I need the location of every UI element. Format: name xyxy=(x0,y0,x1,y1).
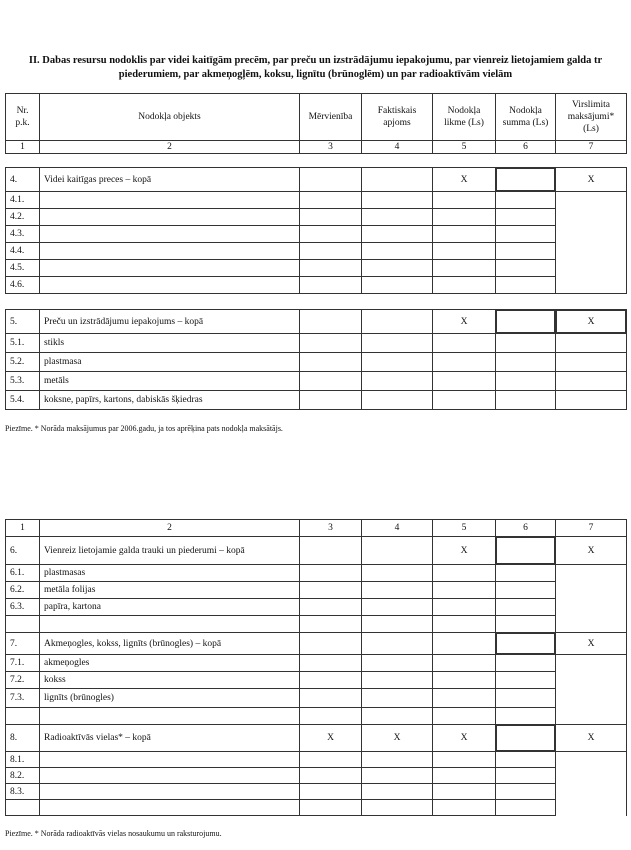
cell-sum[interactable] xyxy=(496,708,556,725)
table-row xyxy=(6,655,627,672)
cell-rate[interactable] xyxy=(433,633,496,655)
cell-object[interactable] xyxy=(40,768,300,784)
row-nr: 6.3. xyxy=(6,599,40,616)
row-nr: 8.1. xyxy=(6,752,40,768)
cell-unit[interactable] xyxy=(300,708,362,725)
cell-excess-merged xyxy=(556,192,627,294)
row-nr: 5.3. xyxy=(6,372,40,391)
table-row xyxy=(6,768,627,784)
header-row xyxy=(6,94,627,141)
table-row xyxy=(6,372,627,391)
row-label: plastmasas xyxy=(40,565,300,582)
cell-excess-x: X xyxy=(556,725,627,752)
row-nr: 4.3. xyxy=(6,226,40,243)
row-label: stikls xyxy=(40,334,300,353)
cell-unit[interactable] xyxy=(300,537,362,565)
cell-sum[interactable] xyxy=(496,391,556,410)
cell-sum[interactable] xyxy=(496,226,556,243)
colnum: 1 xyxy=(6,141,40,154)
table-row xyxy=(6,582,627,599)
row-label: Preču un izstrādājumu iepakojums – kopā xyxy=(40,310,300,334)
cell-volume[interactable] xyxy=(362,226,433,243)
cell-rate[interactable] xyxy=(433,277,496,294)
row-nr: 4.5. xyxy=(6,260,40,277)
cell-sum[interactable] xyxy=(496,752,556,768)
row-label: Radioaktīvās vielas* – kopā xyxy=(40,725,300,752)
cell-volume[interactable] xyxy=(362,537,433,565)
cell-volume[interactable] xyxy=(362,708,433,725)
cell-rate-x: X xyxy=(433,168,496,192)
row-nr: 5.2. xyxy=(6,353,40,372)
table-row xyxy=(6,616,627,633)
row-label: metāls xyxy=(40,372,300,391)
table-row xyxy=(6,725,627,752)
cell-sum[interactable] xyxy=(496,655,556,672)
cell-unit[interactable] xyxy=(300,310,362,334)
cell-excess-merged xyxy=(556,752,627,816)
cell-volume[interactable] xyxy=(362,334,433,353)
row-nr: 5. xyxy=(6,310,40,334)
table-row xyxy=(6,537,627,565)
cell-unit[interactable] xyxy=(300,260,362,277)
cell-rate[interactable] xyxy=(433,192,496,209)
title-line-1: II. Dabas resursu nodoklis par videi kaitīgām precēm, par preču un izstrādājumu iepakojumu, par vienreiz lietojamiem galda tr xyxy=(28,55,603,66)
cell-unit[interactable] xyxy=(300,599,362,616)
colnum: 2 xyxy=(40,520,300,537)
footnote-2: Piezīme. * Norāda radioaktīvās vielas nosaukumu un raksturojumu. xyxy=(5,829,222,838)
row-label: kokss xyxy=(40,672,300,689)
header-rate: Nodokļa likme (Ls) xyxy=(433,94,496,141)
cell-rate[interactable] xyxy=(433,784,496,800)
cell-unit[interactable] xyxy=(300,168,362,192)
cell-rate[interactable] xyxy=(433,582,496,599)
cell-unit[interactable] xyxy=(300,672,362,689)
cell-unit[interactable] xyxy=(300,391,362,410)
column-number-row xyxy=(6,520,627,537)
colnum: 6 xyxy=(496,141,556,154)
cell-excess-x: X xyxy=(556,537,627,565)
cell-rate-x: X xyxy=(433,537,496,565)
colnum: 3 xyxy=(300,520,362,537)
row-nr xyxy=(6,616,40,633)
cell-volume[interactable] xyxy=(362,168,433,192)
cell-sum[interactable] xyxy=(496,260,556,277)
cell-object[interactable] xyxy=(40,784,300,800)
cell-object[interactable] xyxy=(40,616,300,633)
colnum: 2 xyxy=(40,141,300,154)
cell-unit[interactable] xyxy=(300,784,362,800)
row-label: koksne, papīrs, kartons, dabiskās šķiedras xyxy=(40,391,300,410)
cell-rate[interactable] xyxy=(433,372,496,391)
row-nr: 6.1. xyxy=(6,565,40,582)
cell-sum[interactable] xyxy=(496,334,556,353)
row-label: Vienreiz lietojamie galda trauki un piederumi – kopā xyxy=(40,537,300,565)
table-row xyxy=(6,784,627,800)
table-row xyxy=(6,633,627,655)
colnum: 4 xyxy=(362,141,433,154)
cell-sum-input[interactable] xyxy=(496,310,556,334)
cell-volume[interactable] xyxy=(362,209,433,226)
cell-volume[interactable] xyxy=(362,565,433,582)
cell-volume[interactable] xyxy=(362,310,433,334)
cell-unit[interactable] xyxy=(300,633,362,655)
cell-excess-x: X xyxy=(556,633,627,655)
cell-unit[interactable] xyxy=(300,192,362,209)
row-label: Akmeņogles, kokss, lignīts (brūnogles) – kopā xyxy=(40,633,300,655)
cell-sum[interactable] xyxy=(496,243,556,260)
cell-sum[interactable] xyxy=(496,209,556,226)
cell-unit[interactable] xyxy=(300,565,362,582)
row-nr: 7. xyxy=(6,633,40,655)
cell-sum[interactable] xyxy=(496,582,556,599)
cell-rate[interactable] xyxy=(433,243,496,260)
cell-unit[interactable] xyxy=(300,353,362,372)
cell-rate[interactable] xyxy=(433,800,496,816)
table-row xyxy=(6,672,627,689)
cell-excess-x: X xyxy=(556,168,627,192)
cell-excess-x: X xyxy=(556,310,627,334)
cell-volume[interactable] xyxy=(362,372,433,391)
cell-excess[interactable] xyxy=(556,391,627,410)
cell-unit[interactable] xyxy=(300,372,362,391)
cell-rate[interactable] xyxy=(433,353,496,372)
row-label: metāla folijas xyxy=(40,582,300,599)
cell-volume[interactable] xyxy=(362,768,433,784)
row-nr xyxy=(6,708,40,725)
row-nr xyxy=(6,800,40,816)
row-nr: 8. xyxy=(6,725,40,752)
cell-volume[interactable] xyxy=(362,689,433,708)
tax-table-1 xyxy=(5,93,627,410)
cell-sum[interactable] xyxy=(496,192,556,209)
table-row xyxy=(6,599,627,616)
cell-sum[interactable] xyxy=(496,372,556,391)
cell-volume[interactable] xyxy=(362,633,433,655)
cell-sum[interactable] xyxy=(496,784,556,800)
cell-object[interactable] xyxy=(40,226,300,243)
cell-object[interactable] xyxy=(40,277,300,294)
cell-rate-x: X xyxy=(433,310,496,334)
cell-object[interactable] xyxy=(40,260,300,277)
cell-unit-x: X xyxy=(300,725,362,752)
row-nr: 4.4. xyxy=(6,243,40,260)
cell-rate[interactable] xyxy=(433,391,496,410)
cell-rate[interactable] xyxy=(433,599,496,616)
cell-unit[interactable] xyxy=(300,582,362,599)
colnum: 5 xyxy=(433,141,496,154)
cell-volume[interactable] xyxy=(362,260,433,277)
row-label: lignīts (brūnogles) xyxy=(40,689,300,708)
header-nr: Nr. p.k. xyxy=(6,94,40,141)
cell-volume[interactable] xyxy=(362,784,433,800)
cell-rate[interactable] xyxy=(433,209,496,226)
row-nr: 7.1. xyxy=(6,655,40,672)
table-row xyxy=(6,168,627,192)
table-row xyxy=(6,752,627,768)
cell-excess[interactable] xyxy=(556,353,627,372)
cell-unit[interactable] xyxy=(300,243,362,260)
colnum: 6 xyxy=(496,520,556,537)
cell-object[interactable] xyxy=(40,192,300,209)
table-row xyxy=(6,209,627,226)
cell-unit[interactable] xyxy=(300,768,362,784)
cell-unit[interactable] xyxy=(300,616,362,633)
table-row xyxy=(6,334,627,353)
cell-volume[interactable] xyxy=(362,752,433,768)
cell-rate[interactable] xyxy=(433,689,496,708)
cell-object[interactable] xyxy=(40,800,300,816)
cell-rate[interactable] xyxy=(433,565,496,582)
cell-excess[interactable] xyxy=(556,372,627,391)
colnum: 7 xyxy=(556,520,627,537)
cell-rate[interactable] xyxy=(433,655,496,672)
cell-volume[interactable] xyxy=(362,277,433,294)
row-label: plastmasa xyxy=(40,353,300,372)
cell-volume[interactable] xyxy=(362,192,433,209)
cell-sum[interactable] xyxy=(496,277,556,294)
cell-object[interactable] xyxy=(40,708,300,725)
cell-rate-x: X xyxy=(433,725,496,752)
cell-volume[interactable] xyxy=(362,391,433,410)
header-unit: Mērvienība xyxy=(300,94,362,141)
cell-rate[interactable] xyxy=(433,260,496,277)
header-volume: Faktiskais apjoms xyxy=(362,94,433,141)
cell-rate[interactable] xyxy=(433,752,496,768)
header-object: Nodokļa objekts xyxy=(40,94,300,141)
cell-volume-x: X xyxy=(362,725,433,752)
cell-unit[interactable] xyxy=(300,655,362,672)
section-title xyxy=(0,54,631,82)
table-row xyxy=(6,565,627,582)
table-row xyxy=(6,689,627,708)
table-row xyxy=(6,800,627,816)
row-nr: 4.6. xyxy=(6,277,40,294)
cell-sum[interactable] xyxy=(496,768,556,784)
row-nr: 7.2. xyxy=(6,672,40,689)
cell-volume[interactable] xyxy=(362,243,433,260)
cell-sum[interactable] xyxy=(496,800,556,816)
cell-unit[interactable] xyxy=(300,277,362,294)
row-nr: 8.2. xyxy=(6,768,40,784)
cell-sum-input[interactable] xyxy=(496,168,556,192)
table-row xyxy=(6,353,627,372)
cell-rate[interactable] xyxy=(433,616,496,633)
row-nr: 5.1. xyxy=(6,334,40,353)
cell-unit[interactable] xyxy=(300,209,362,226)
cell-volume[interactable] xyxy=(362,672,433,689)
cell-volume[interactable] xyxy=(362,582,433,599)
row-nr: 5.4. xyxy=(6,391,40,410)
cell-volume[interactable] xyxy=(362,353,433,372)
colnum: 4 xyxy=(362,520,433,537)
colnum: 5 xyxy=(433,520,496,537)
cell-object[interactable] xyxy=(40,209,300,226)
table-row xyxy=(6,243,627,260)
title-line-2: piederumiem, par akmeņogļēm, koksu, lignītu (brūnoglēm) un par radioaktīvām vielām xyxy=(118,69,513,80)
cell-excess-merged xyxy=(556,565,627,633)
footnote-1: Piezīme. * Norāda maksājumus par 2006.gadu, ja tos aprēķina pats nodokļa maksātājs. xyxy=(5,424,283,433)
cell-unit[interactable] xyxy=(300,689,362,708)
cell-unit[interactable] xyxy=(300,800,362,816)
header-sum: Nodokļa summa (Ls) xyxy=(496,94,556,141)
cell-unit[interactable] xyxy=(300,226,362,243)
cell-object[interactable] xyxy=(40,752,300,768)
row-nr: 6.2. xyxy=(6,582,40,599)
row-nr: 4.1. xyxy=(6,192,40,209)
cell-excess-merged xyxy=(556,655,627,725)
cell-unit[interactable] xyxy=(300,752,362,768)
table-row xyxy=(6,226,627,243)
cell-sum[interactable] xyxy=(496,565,556,582)
cell-sum-input[interactable] xyxy=(496,633,556,655)
cell-sum-input[interactable] xyxy=(496,725,556,752)
cell-sum[interactable] xyxy=(496,599,556,616)
cell-volume[interactable] xyxy=(362,655,433,672)
row-nr: 4.2. xyxy=(6,209,40,226)
column-number-row xyxy=(6,141,627,154)
cell-rate[interactable] xyxy=(433,708,496,725)
colnum: 7 xyxy=(556,141,627,154)
cell-sum[interactable] xyxy=(496,689,556,708)
cell-volume[interactable] xyxy=(362,599,433,616)
colnum: 1 xyxy=(6,520,40,537)
cell-sum[interactable] xyxy=(496,616,556,633)
colnum: 3 xyxy=(300,141,362,154)
row-label: akmeņogles xyxy=(40,655,300,672)
row-label: Videi kaitīgas preces – kopā xyxy=(40,168,300,192)
cell-sum-input[interactable] xyxy=(496,537,556,565)
table-row xyxy=(6,192,627,209)
cell-sum[interactable] xyxy=(496,353,556,372)
table-row xyxy=(6,310,627,334)
cell-rate[interactable] xyxy=(433,334,496,353)
cell-volume[interactable] xyxy=(362,800,433,816)
cell-rate[interactable] xyxy=(433,226,496,243)
cell-unit[interactable] xyxy=(300,334,362,353)
cell-volume[interactable] xyxy=(362,616,433,633)
row-label: papīra, kartona xyxy=(40,599,300,616)
table-row xyxy=(6,708,627,725)
header-excess: Virslimita maksājumi* (Ls) xyxy=(556,94,627,141)
table-row xyxy=(6,391,627,410)
row-nr: 7.3. xyxy=(6,689,40,708)
row-nr: 4. xyxy=(6,168,40,192)
cell-object[interactable] xyxy=(40,243,300,260)
cell-rate[interactable] xyxy=(433,672,496,689)
row-nr: 8.3. xyxy=(6,784,40,800)
cell-rate[interactable] xyxy=(433,768,496,784)
cell-sum[interactable] xyxy=(496,672,556,689)
table-row xyxy=(6,277,627,294)
row-nr: 6. xyxy=(6,537,40,565)
table-row xyxy=(6,260,627,277)
tax-table-2 xyxy=(5,519,627,816)
cell-excess[interactable] xyxy=(556,334,627,353)
